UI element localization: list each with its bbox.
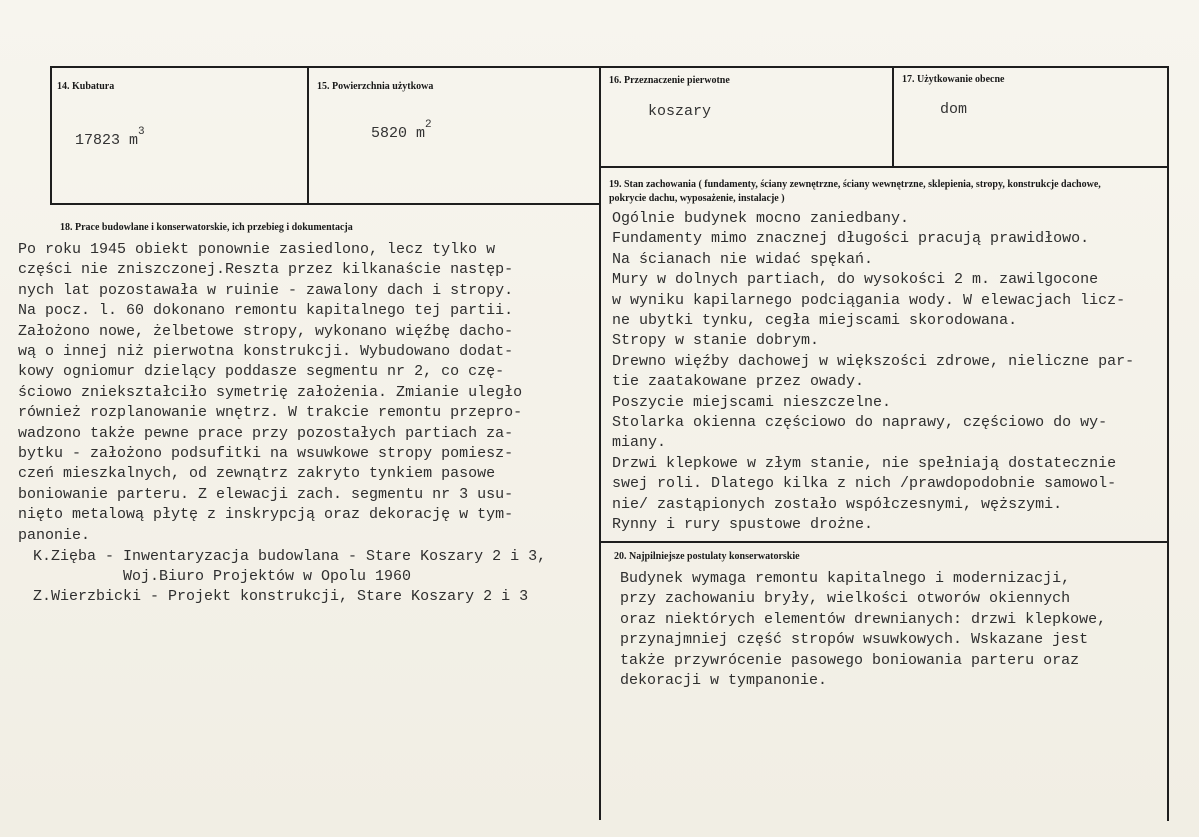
powierzchnia-unit-exponent: 2 — [425, 119, 432, 131]
prace-text-line: Założono nowe, żelbetowe stropy, wykonano więźbę dacho- — [18, 322, 514, 340]
reference-line: Woj.Biuro Projektów w Opolu 1960 — [33, 568, 412, 585]
prace-text-line: wadzono także pewne prace przy pozostałych partiach za- — [18, 424, 514, 442]
prace-text — [18, 240, 522, 546]
grid-line-col1 — [307, 66, 309, 205]
grid-line-row1-right — [600, 166, 1169, 168]
kubatura-unit-exponent: 3 — [138, 126, 145, 138]
stan-text-line: nie/ zastąpionych zostało współczesnymi, węższymi. — [612, 495, 1063, 513]
powierzchnia-value — [371, 119, 432, 142]
uzytkowanie-label: 17. Użytkowanie obecne — [902, 74, 1005, 85]
kubatura-value — [75, 126, 145, 149]
grid-line-center — [599, 66, 601, 820]
przeznaczenie-value: koszary — [648, 103, 712, 120]
stan-text-line: w wyniku kapilarnego podciągania wody. W elewacjach licz- — [612, 291, 1126, 309]
prace-text-line: czeń mieszkalnych, od zewnątrz zakryto tynkiem pasowe — [18, 465, 496, 483]
powierzchnia-number: 5820 m — [371, 125, 426, 142]
powierzchnia-label: 15. Powierzchnia użytkowa — [317, 81, 434, 92]
uzytkowanie-value: dom — [940, 101, 968, 118]
prace-text-line: wą o innej niż pierwotna konstrukcji. Wybudowano dodat- — [18, 343, 514, 361]
reference-line: Z.Wierzbicki - Projekt konstrukcji, Stare Koszary 2 i 3 — [33, 588, 529, 605]
stan-text-line: miany. — [612, 434, 667, 452]
postulaty-text-line: oraz niektórych elementów drewnianych: drzwi klepkowe, — [620, 610, 1107, 628]
prace-text-line: panonie. — [18, 526, 91, 544]
kubatura-label: 14. Kubatura — [57, 81, 115, 92]
stan-text-line: Drewno więźby dachowej w większości zdrowe, nieliczne par- — [612, 352, 1135, 370]
prace-text-line: Na pocz. l. 60 dokonano remontu kapitalnego tej partii. — [18, 302, 514, 320]
stan-label: 19. Stan zachowania ( fundamenty, ściany zewnętrzne, ściany wewnętrzne, sklepienia, stropy, konstrukcje dachowe, pokrycie dachu, wyposażenie, instalacje ) — [609, 179, 1101, 204]
stan-text-line: Poszycie miejscami nieszczelne. — [612, 393, 892, 411]
stan-text-line: Drzwi klepkowe w złym stanie, nie spełniają dostatecznie — [612, 454, 1117, 472]
postulaty-text-line: Budynek wymaga remontu kapitalnego i modernizacji, — [620, 570, 1071, 587]
przeznaczenie-label: 16. Przeznaczenie pierwotne — [609, 75, 730, 86]
postulaty-text-line: przy zachowaniu bryły, wielkości otworów okiennych — [620, 590, 1071, 608]
prace-text-line: nięto metalową płytę z inskrypcją oraz dekorację w tym- — [18, 506, 514, 524]
stan-text-line: swej roli. Dlatego kilka z nich /prawdopodobnie samowol- — [612, 475, 1117, 493]
postulaty-text-line: dekoracji w tympanonie. — [620, 672, 828, 690]
postulaty-label: 20. Najpilniejsze postulaty konserwatorskie — [614, 551, 800, 562]
stan-text-line: Ogólnie budynek mocno zaniedbany. — [612, 210, 910, 227]
grid-line-col3 — [892, 66, 894, 167]
reference-line: K.Zięba - Inwentaryzacja budowlana - Stare Koszary 2 i 3, — [33, 548, 547, 565]
postulaty-text — [620, 569, 1106, 691]
grid-line-top — [50, 66, 1169, 68]
prace-text-line: kowy ogniomur dzielący poddasze segmentu nr 2, co czę- — [18, 363, 505, 381]
postulaty-text-line: przynajmniej część stropów wsuwkowych. Wskazane jest — [620, 631, 1089, 649]
prace-text-line: również rozplanowanie wnętrz. W trakcie remontu przepro- — [18, 404, 523, 422]
stan-text-line: tie zaatakowane przez owady. — [612, 373, 865, 391]
prace-text-line: boniowanie parteru. Z elewacji zach. segmentu nr 3 usu- — [18, 485, 514, 503]
stan-text — [612, 209, 1134, 536]
prace-text-line: ściowo zniekształciło symetrię założenia. Zmianie uległo — [18, 383, 523, 401]
prace-text-line: Po roku 1945 obiekt ponownie zasiedlono, lecz tylko w — [18, 241, 496, 258]
kubatura-number: 17823 m — [75, 132, 139, 149]
prace-text-line: bytku - założono podsufitki na wsuwkowe stropy pomiesz- — [18, 445, 514, 463]
prace-text-line: części nie zniszczonej.Reszta przez kilkanaście następ- — [18, 261, 514, 279]
stan-text-line: Stolarka okienna częściowo do naprawy, częściowo do wy- — [612, 414, 1108, 432]
prace-text-line: nych lat pozostawała w ruinie - zawalony dach i stropy. — [18, 281, 514, 299]
grid-line-row1 — [50, 203, 600, 205]
stan-text-line: ne ubytki tynku, cegła miejscami skorodowana. — [612, 312, 1018, 330]
prace-label: 18. Prace budowlane i konserwatorskie, ich przebieg i dokumentacja — [60, 222, 353, 233]
stan-text-line: Na ścianach nie widać spękań. — [612, 250, 874, 268]
prace-references — [33, 547, 546, 607]
grid-line-left — [50, 66, 52, 205]
stan-text-line: Rynny i rury spustowe drożne. — [612, 516, 874, 534]
grid-line-right — [1167, 66, 1169, 821]
grid-line-section20 — [600, 541, 1169, 543]
postulaty-text-line: także przywrócenie pasowego boniowania parteru oraz — [620, 651, 1080, 669]
stan-text-line: Mury w dolnych partiach, do wysokości 2 m. zawilgocone — [612, 271, 1099, 289]
stan-text-line: Fundamenty mimo znacznej długości pracują prawidłowo. — [612, 230, 1090, 248]
stan-text-line: Stropy w stanie dobrym. — [612, 332, 820, 350]
